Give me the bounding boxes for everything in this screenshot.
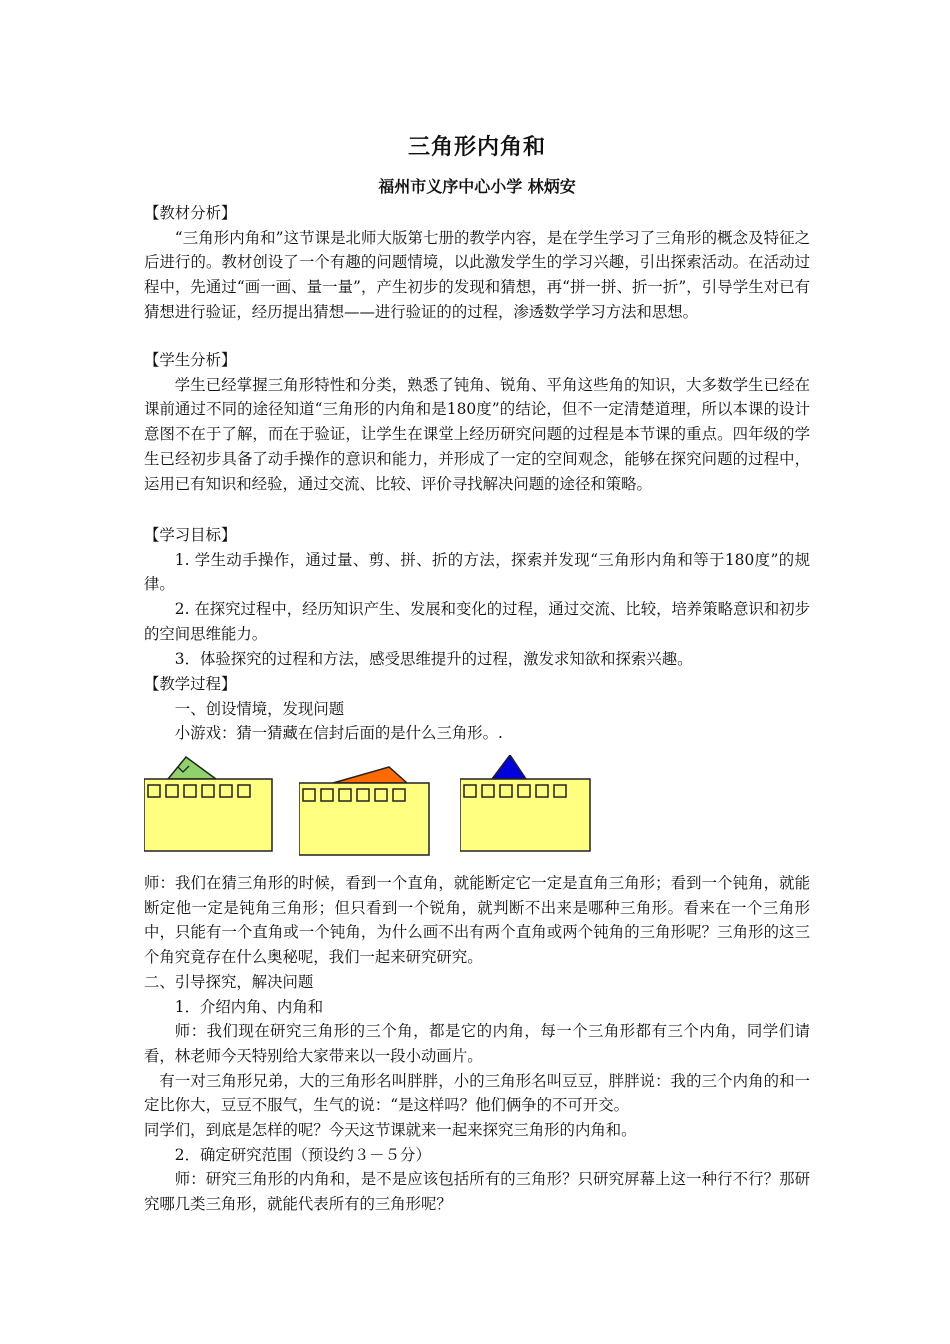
game-text: 小游戏：猜一猜藏在信封后面的是什么三角形。. (174, 724, 503, 743)
teacher-paragraph: 师：研究三角形的内角和，是不是应该包括所有的三角形？只研究屏幕上这一种行不行？那研究哪几类三角形，就能代表所有的三角形呢？ (144, 1170, 810, 1214)
goal-item: 2. 在探究过程中，经历知识产生、发展和变化的过程，通过交流、比较，培养策略意识和初步的空间思维能力。 (144, 600, 810, 643)
envelope-body (144, 779, 272, 851)
goal-item: 3．体验探究的过程和方法，感受思维提升的过程，激发求知欲和探索兴趣。 (174, 649, 693, 668)
student-section (144, 348, 810, 496)
section-heading-material: 【教材分析】 (144, 204, 237, 222)
envelope-acute-triangle (460, 755, 594, 855)
step-heading: 一、创设情境，发现问题 (174, 699, 345, 718)
envelope-body (460, 779, 590, 851)
process-section (144, 672, 810, 746)
envelope-body (299, 783, 429, 855)
envelope-obtuse-triangle (299, 763, 431, 863)
material-paragraph: “三角形内角和”这节课是北师大版第七册的教学内容，是在学生学习了三角形的概念及特征之后进行的。教材创设了一个有趣的问题情境，以此激发学生的学习兴趣，引出探索活动。在活动过程中，先通过“画一画、量一量”，产生初步的发现和猜想，再“拼一拼、折一折”，引导学生对已有猜想进行验证，经历提出猜想——进行验证的的过程，渗透数学学习方法和思想。 (144, 228, 810, 321)
section-heading-student: 【学生分析】 (144, 351, 237, 369)
envelope-graphic (144, 755, 274, 855)
envelope-right-triangle (144, 755, 274, 855)
material-section (144, 201, 810, 325)
document-title: 三角形内角和 (407, 134, 546, 160)
students-paragraph: 同学们，到底是怎样的呢？今天这节课就来一起来探究三角形的内角和。 (144, 1121, 637, 1140)
envelope-graphic (299, 763, 431, 863)
section-heading-goals: 【学习目标】 (144, 526, 237, 544)
goals-section (144, 523, 810, 671)
sub-heading: 2．确定研究范围（预设约３－５分） (174, 1145, 431, 1164)
teacher-paragraph: 师：我们现在研究三角形的三个角，都是它的内角，每一个三角形都有三个内角，同学们请看，林老师今天特别给大家带来以一段小动画片。 (144, 1022, 810, 1065)
student-paragraph: 学生已经掌握三角形特性和分类，熟悉了钝角、锐角、平角这些角的知识，大多数学生已经在课前通过不同的途径知道“三角形的内角和是180度”的结论，但不一定清楚道理，所以本课的设计意图不在于了解，而在于验证，让学生在课堂上经历研究问题的过程是本节课的重点。四年级的学生已经初步具备了动手操作的意识和能力，并形成了一定的空间观念，能够在探究问题的过程中，运用已有知识和经验，通过交流、比较、评价寻找解决问题的途径和策略。 (144, 375, 810, 493)
envelope-illustration (144, 755, 810, 855)
author-line: 福州市义序中心小学 林炳安 (378, 177, 576, 196)
process-continued (144, 871, 810, 1217)
section-heading-process: 【教学过程】 (144, 675, 237, 693)
obtuse-triangle-icon (333, 767, 407, 783)
sub-heading: 1．介绍内角、内角和 (174, 997, 324, 1016)
envelope-graphic (460, 755, 594, 855)
acute-triangle-icon (492, 755, 526, 779)
right-triangle-icon (168, 757, 216, 779)
goal-item: 1. 学生动手操作，通过量、剪、拼、折的方法，探索并发现“三角形内角和等于180度”的规律。 (144, 550, 810, 594)
story-paragraph: 有一对三角形兄弟，大的三角形名叫胖胖，小的三角形名叫豆豆，胖胖说：我的三个内角的和一定比你大，豆豆不服气，生气的说：“是这样吗？他们俩争的不可开交。 (144, 1071, 810, 1115)
teacher-paragraph: 师：我们在猜三角形的时候，看到一个直角，就能断定它一定是直角三角形；看到一个钝角，就能断定他一定是钝角三角形；但只看到一个锐角，就判断不出来是哪种三角形。看来在一个三角形中，只能有一个直角或一个钝角，为什么画不出有两个直角或两个钝角的三角形呢？三角形的这三个角究竟存在什么奥秘呢，我们一起来研究研究。 (144, 874, 810, 967)
step-heading: 二、引导探究，解决问题 (144, 972, 314, 991)
